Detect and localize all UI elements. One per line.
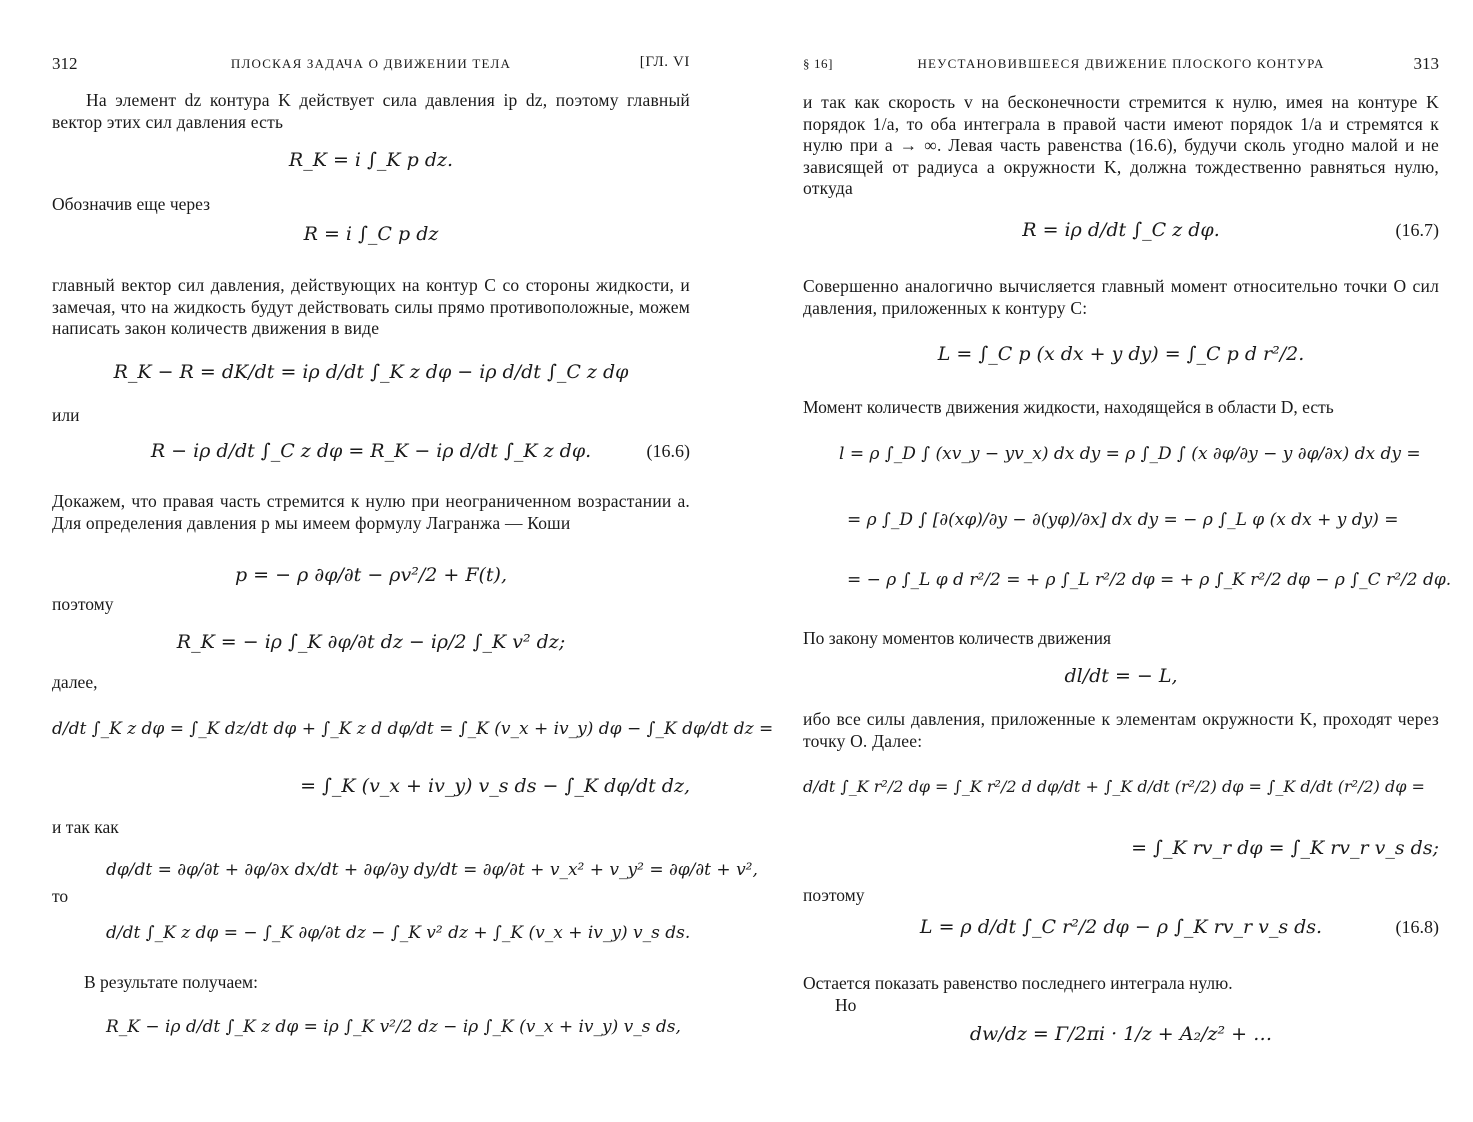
formula: = ∫_K rv_r dφ = ∫_K rv_r v_s ds; [1131,837,1439,859]
formula [803,218,1439,242]
paragraph: Момент количеств движения жидкости, находящейся в области D, есть [803,397,1334,417]
paragraph: главный вектор сил давления, действующих на контур C со стороны жидкости, и замечая, что на жидкость будут действовать силы прямо противоположные, можем написать закон количеств движения в виде [52,275,690,338]
paragraph: Совершенно аналогично вычисляется главный момент относительно точки O сил давления, приложенных к контуру C: [803,276,1439,318]
paragraph: ибо все силы давления, приложенные к элементам окружности K, проходят через точку O. Далее: [803,709,1439,751]
paragraph: и так как скорость v на бесконечности стремится к нулю, имея на контуре K порядок 1/a, то оба интеграла в правой части имеют порядок 1/a и стремятся к нулю при a → ∞. Левая часть равенства (16.6), будучи сколь угодно малой и не зависящей от радиуса a окружности K, должна тождественно равняться нулю, откуда [803,92,1439,198]
paragraph: На элемент dz контура K действует сила давления ip dz, поэтому главный вектор этих сил давления есть [52,90,690,132]
formula: = ρ ∫_D ∫ [∂(xφ)/∂y − ∂(yφ)/∂x] dx dy = − ρ ∫_L φ (x dx + y dy) = [847,510,1399,530]
formula: R_K − R = dK/dt = iρ d/dt ∫_K z dφ − iρ d/dt ∫_C z dφ [113,361,629,383]
formula-body: L = ρ d/dt ∫_C r²/2 dφ − ρ ∫_K rv_r v_s ds. [919,916,1323,938]
formula: R_K − iρ d/dt ∫_K z dφ = iρ ∫_K v²/2 dz − iρ ∫_K (v_x + iv_y) v_s ds, [106,1017,681,1037]
paragraph: то [52,886,69,906]
formula: R_K = − iρ ∫_K ∂φ/∂t dz − iρ/2 ∫_K v² dz; [176,631,566,653]
formula: L = ∫_C p (x dx + y dy) = ∫_C p d r²/2. [937,343,1305,365]
paragraph: поэтому [803,885,865,905]
formula: R_K = i ∫_K p dz. [288,149,454,171]
running-title: НЕУСТАНОВИВШЕЕСЯ ДВИЖЕНИЕ ПЛОСКОГО КОНТУРА [917,56,1325,71]
formula: dφ/dt = ∂φ/∂t + ∂φ/∂x dx/dt + ∂φ/∂y dy/dt = ∂φ/∂t + v_x² + v_y² = ∂φ/∂t + v², [106,860,758,880]
formula: l = ρ ∫_D ∫ (xv_y − yv_x) dx dy = ρ ∫_D ∫ (x ∂φ/∂y − y ∂φ/∂x) dx dy = [839,444,1421,464]
paragraph: далее, [52,672,98,692]
formula: p = − ρ ∂φ/∂t − ρv²/2 + F(t), [234,564,507,586]
paragraph: и так как [52,817,119,837]
formula: d/dt ∫_K z dφ = − ∫_K ∂φ/∂t dz − ∫_K v² dz + ∫_K (v_x + iv_y) v_s ds. [106,923,691,943]
formula: dl/dt = − L, [1064,665,1178,687]
equation-number: (16.7) [1395,220,1439,240]
formula [52,439,690,463]
paragraph: Остается показать равенство последнего интеграла нулю. [803,973,1233,993]
paragraph: или [52,405,80,425]
formula: = ∫_K (v_x + iv_y) v_s ds − ∫_K dφ/dt dz, [300,775,690,797]
formula: d/dt ∫_K r²/2 dφ = ∫_K r²/2 d dφ/dt + ∫_K d/dt (r²/2) dφ = ∫_K d/dt (r²/2) dφ = [803,777,1425,796]
right-running-head [803,54,1439,76]
paragraph: Но [835,995,857,1015]
formula: d/dt ∫_K z dφ = ∫_K dz/dt dφ + ∫_K z d dφ/dt = ∫_K (v_x + iv_y) dφ − ∫_K dφ/dt dz = [52,719,774,739]
formula-body: R − iρ d/dt ∫_C z dφ = R_K − iρ d/dt ∫_K z dφ. [150,440,592,462]
paragraph: По закону моментов количеств движения [803,628,1112,648]
equation-number: (16.6) [646,441,690,461]
left-running-head [52,54,690,76]
page-number: 313 [1413,54,1439,73]
formula [803,915,1439,939]
paragraph: Докажем, что правая часть стремится к нулю при неограниченном возрастании a. Для определения давления p мы имеем формулу Лагранжа — Коши [52,491,690,533]
equation-number: (16.8) [1395,917,1439,937]
paragraph: поэтому [52,594,114,614]
chapter-label: [ГЛ. VI [639,54,690,70]
paragraph: Обозначив еще через [52,194,211,214]
left-page [52,0,774,1122]
page-number: 312 [52,54,78,73]
formula: R = i ∫_C p dz [303,223,439,245]
formula: dw/dz = Γ/2πi · 1/z + A₂/z² + … [969,1023,1273,1045]
running-title: ПЛОСКАЯ ЗАДАЧА О ДВИЖЕНИИ ТЕЛА [230,56,512,71]
formula: = − ρ ∫_L φ d r²/2 = + ρ ∫_L r²/2 dφ = + ρ ∫_K r²/2 dφ − ρ ∫_C r²/2 dφ. [847,570,1452,590]
paragraph: В результате получаем: [84,972,258,992]
formula-body: R = iρ d/dt ∫_C z dφ. [1022,219,1220,241]
section-label: § 16] [803,56,834,71]
right-page [803,0,1452,1122]
